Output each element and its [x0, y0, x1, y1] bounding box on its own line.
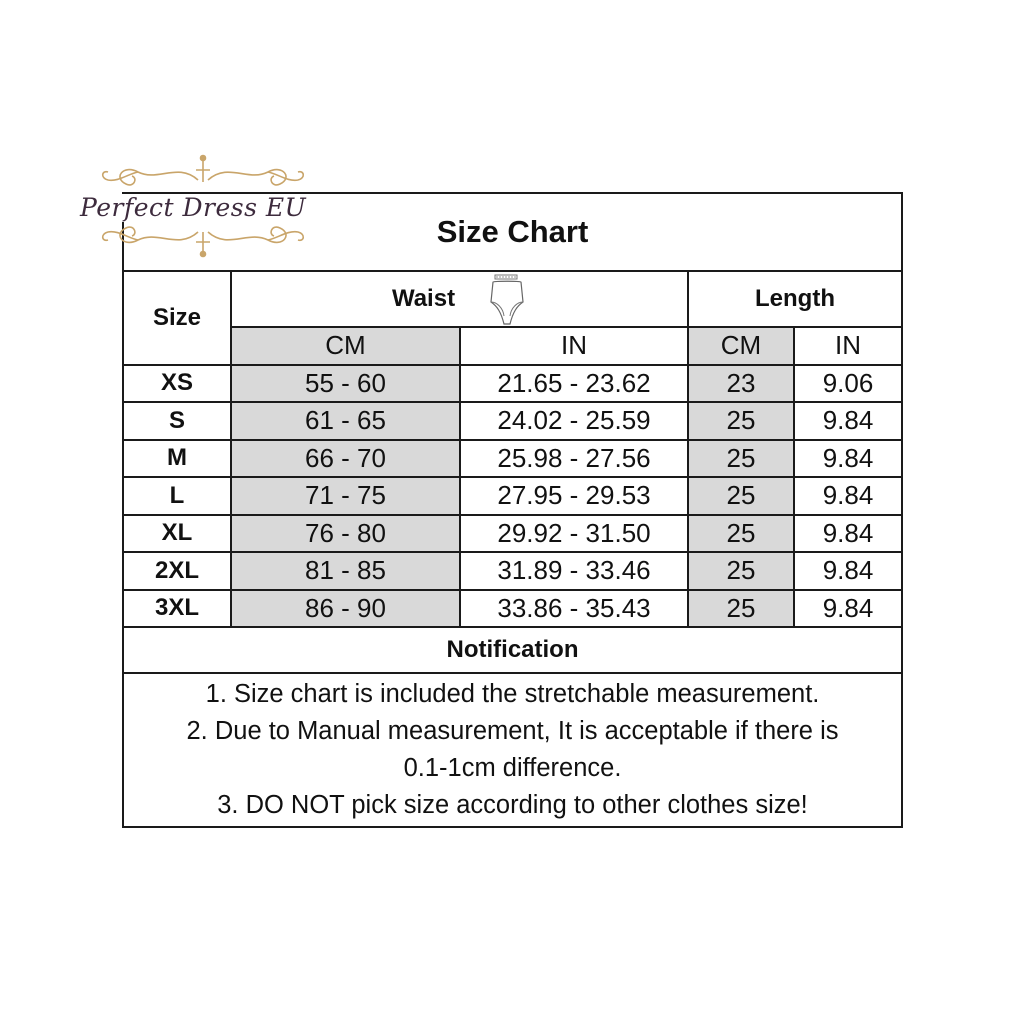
- table-row: [123, 515, 902, 553]
- waist-cm-cell: 61 - 65: [231, 402, 460, 440]
- length-cm-cell: 23: [688, 365, 794, 403]
- waist-in-header: IN: [460, 327, 688, 365]
- waist-cm-header: CM: [231, 327, 460, 365]
- length-in-cell: 9.84: [794, 440, 902, 478]
- length-in-cell: 9.84: [794, 402, 902, 440]
- waist-in-cell: 29.92 - 31.50: [460, 515, 688, 553]
- briefs-measure-icon: [487, 272, 527, 326]
- length-in-cell: 9.84: [794, 477, 902, 515]
- notification-line: 2. Due to Manual measurement, It is acceptable if there is: [186, 717, 839, 745]
- table-row: [123, 402, 902, 440]
- length-in-cell: 9.84: [794, 515, 902, 553]
- waist-cm-cell: 81 - 85: [231, 552, 460, 590]
- length-cm-cell: 25: [688, 552, 794, 590]
- waist-cm-cell: 55 - 60: [231, 365, 460, 403]
- waist-in-cell: 21.65 - 23.62: [460, 365, 688, 403]
- size-header: Size: [123, 271, 231, 365]
- waist-header: [231, 271, 688, 327]
- waist-in-cell: 25.98 - 27.56: [460, 440, 688, 478]
- waist-in-cell: 33.86 - 35.43: [460, 590, 688, 628]
- waist-in-cell: 31.89 - 33.46: [460, 552, 688, 590]
- notification-title: Notification: [123, 627, 902, 673]
- length-cm-cell: 25: [688, 590, 794, 628]
- length-in-header: IN: [794, 327, 902, 365]
- notification-line: 1. Size chart is included the stretchable measurement.: [205, 680, 820, 708]
- size-chart-table: [122, 192, 903, 828]
- length-in-cell: 9.06: [794, 365, 902, 403]
- waist-cm-cell: 71 - 75: [231, 477, 460, 515]
- length-in-cell: 9.84: [794, 552, 902, 590]
- length-cm-header: CM: [688, 327, 794, 365]
- table-row: [123, 477, 902, 515]
- notification-line: 0.1-1cm difference.: [403, 754, 622, 782]
- size-cell: S: [123, 402, 231, 440]
- chart-title: Size Chart: [123, 193, 902, 271]
- notification-body: [123, 673, 902, 827]
- size-cell: L: [123, 477, 231, 515]
- length-cm-cell: 25: [688, 402, 794, 440]
- size-cell: XS: [123, 365, 231, 403]
- waist-cm-cell: 66 - 70: [231, 440, 460, 478]
- table-row: [123, 365, 902, 403]
- length-in-cell: 9.84: [794, 590, 902, 628]
- waist-in-cell: 24.02 - 25.59: [460, 402, 688, 440]
- size-cell: M: [123, 440, 231, 478]
- notification-line: 3. DO NOT pick size according to other clothes size!: [217, 791, 808, 819]
- size-cell: 3XL: [123, 590, 231, 628]
- waist-in-cell: 27.95 - 29.53: [460, 477, 688, 515]
- length-header: Length: [688, 271, 902, 327]
- table-row: [123, 590, 902, 628]
- waist-cm-cell: 76 - 80: [231, 515, 460, 553]
- length-cm-cell: 25: [688, 515, 794, 553]
- logo-text: Perfect Dress EU: [80, 194, 330, 222]
- size-chart: [122, 192, 901, 828]
- length-cm-cell: 25: [688, 440, 794, 478]
- size-cell: XL: [123, 515, 231, 553]
- brand-logo: [78, 152, 328, 260]
- waist-label: Waist: [391, 285, 456, 312]
- size-cell: 2XL: [123, 552, 231, 590]
- table-row: [123, 440, 902, 478]
- waist-cm-cell: 86 - 90: [231, 590, 460, 628]
- length-cm-cell: 25: [688, 477, 794, 515]
- table-row: [123, 552, 902, 590]
